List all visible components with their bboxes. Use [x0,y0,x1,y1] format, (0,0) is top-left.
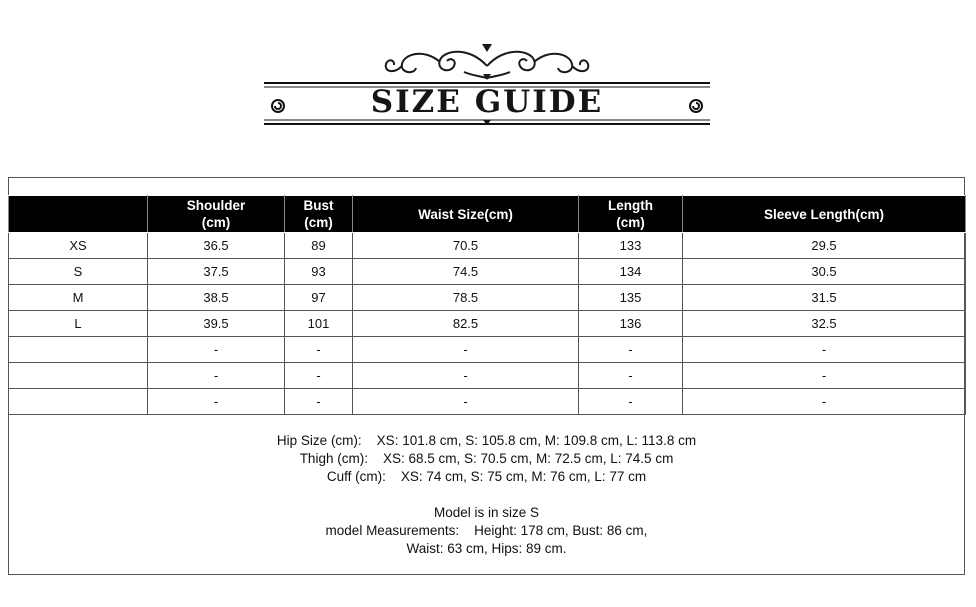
table-row [9,285,966,311]
cell-waist: 82.5 [353,311,579,337]
cell-bust: - [285,363,353,389]
cuff-note: Cuff (cm): XS: 74 cm, S: 75 cm, M: 76 cm, L: 77 cm [326,469,647,484]
cell-bust: 93 [285,259,353,285]
header-waist: Waist Size(cm) [353,196,579,233]
cell-sleeve: - [683,337,966,363]
cell-length: - [579,363,683,389]
header-bust: Bust (cm) [285,196,353,233]
cell-size: M [9,285,148,311]
header-sleeve-length: Sleeve Length(cm) [683,196,966,233]
cell-shoulder: - [148,389,285,415]
cell-waist: 78.5 [353,285,579,311]
model-size-note: Model is in size S [433,505,540,520]
cell-shoulder: 37.5 [148,259,285,285]
cell-length: 133 [579,233,683,259]
cell-length: 134 [579,259,683,285]
page-title: SIZE GUIDE [370,84,604,120]
cell-waist: 74.5 [353,259,579,285]
cell-shoulder: 38.5 [148,285,285,311]
header-length: Length (cm) [579,196,683,233]
table-row [9,259,966,285]
model-measurements-note: model Measurements: Height: 178 cm, Bust: 86 cm, [325,523,648,538]
header-size [9,196,148,233]
size-guide-banner [264,40,710,130]
table-row [9,389,966,415]
table-row [9,311,966,337]
cell-length: 136 [579,311,683,337]
cell-size [9,337,148,363]
table-row [9,337,966,363]
cell-shoulder: 39.5 [148,311,285,337]
cell-size [9,389,148,415]
measurement-notes [8,432,965,558]
cell-shoulder: - [148,363,285,389]
cell-bust: 89 [285,233,353,259]
cell-size: L [9,311,148,337]
cell-waist: - [353,337,579,363]
cell-length: - [579,337,683,363]
thigh-note: Thigh (cm): XS: 68.5 cm, S: 70.5 cm, M: 72.5 cm, L: 74.5 cm [299,451,674,466]
cell-sleeve: - [683,363,966,389]
cell-sleeve: 30.5 [683,259,966,285]
cell-shoulder: - [148,337,285,363]
cell-size: XS [9,233,148,259]
cell-bust: - [285,337,353,363]
cell-bust: - [285,389,353,415]
table-row [9,233,966,259]
cell-bust: 97 [285,285,353,311]
cell-length: - [579,389,683,415]
header-shoulder: Shoulder (cm) [148,196,285,233]
table-header-row [9,196,966,233]
table-row [9,363,966,389]
cell-waist: 70.5 [353,233,579,259]
cell-sleeve: 29.5 [683,233,966,259]
cell-sleeve: - [683,389,966,415]
cell-waist: - [353,389,579,415]
cell-waist: - [353,363,579,389]
hip-size-note: Hip Size (cm): XS: 101.8 cm, S: 105.8 cm, M: 109.8 cm, L: 113.8 cm [276,433,697,448]
cell-shoulder: 36.5 [148,233,285,259]
cell-size [9,363,148,389]
cell-bust: 101 [285,311,353,337]
size-table [8,195,966,415]
cell-sleeve: 32.5 [683,311,966,337]
cell-sleeve: 31.5 [683,285,966,311]
cell-length: 135 [579,285,683,311]
model-measurements-note-2: Waist: 63 cm, Hips: 89 cm. [406,541,567,556]
cell-size: S [9,259,148,285]
